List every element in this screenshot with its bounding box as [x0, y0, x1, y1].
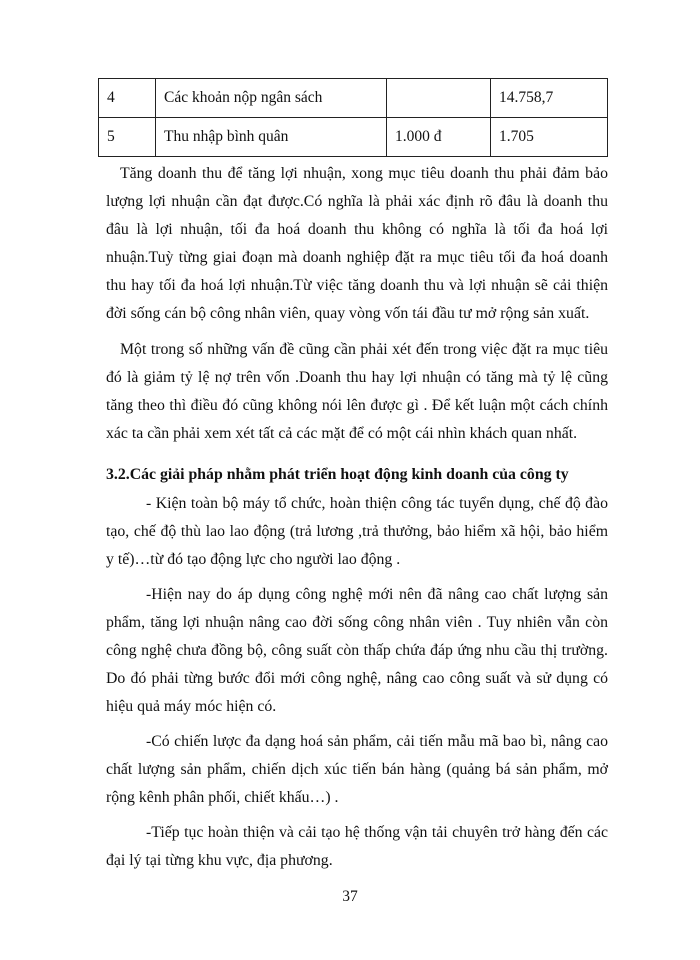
- solutions-list: [106, 490, 608, 875]
- row-number-cell: 4: [99, 79, 156, 118]
- solution-item: -Có chiến lược đa dạng hoá sản phẩm, cải tiến mẫu mã bao bì, nâng cao chất lượng sản phẩm, chiến dịch xúc tiến bán hàng (quảng bá sản phẩm, mở rộng kênh phân phối, chiết khấu…) .: [106, 733, 608, 806]
- row-number-cell: 5: [99, 118, 156, 157]
- table-row: [99, 118, 608, 157]
- solution-item: -Tiếp tục hoàn thiện và cải tạo hệ thống vận tải chuyên trở hàng đến các đại lý tại từng khu vực, địa phương.: [106, 824, 608, 869]
- solution-item: - Kiện toàn bộ máy tổ chức, hoàn thiện công tác tuyển dụng, chế độ đào tạo, chế độ thù lao lao động (trả lương ,trả thưởng, bảo hiểm xã hội, bảo hiểm y tế)…từ đó tạo động lực cho người lao động .: [106, 495, 608, 568]
- summary-table: [98, 78, 608, 157]
- paragraph-debt-ratio: Một trong số những vấn đề cũng cần phải xét đến trong việc đặt ra mục tiêu đó là giảm tỷ lệ nợ trên vốn .Doanh thu hay lợi nhuận có tăng mà tỷ lệ cũng tăng theo thì điều đó cũng không nói lên được gì . Để kết luận một cách chính xác ta cần phải xem xét tất cả các mặt để có một cái nhìn khách quan nhất.: [106, 341, 608, 442]
- row-unit-cell: [387, 79, 491, 118]
- paragraph-revenue-profit: Tăng doanh thu để tăng lợi nhuận, xong mục tiêu doanh thu phải đảm bảo lượng lợi nhuận cần đạt được.Có nghĩa là phải xác định rõ đâu là doanh thu đâu là lợi nhuận, tối đa hoá doanh thu không có nghĩa là tối đa hoá lợi nhuận.Tuỳ từng giai đoạn mà doanh nghiệp đặt ra mục tiêu tối đa hoá doanh thu hay tối đa hoá lợi nhuận.Từ việc tăng doanh thu và lợi nhuận sẽ cải thiện đời sống cán bộ công nhân viên, quay vòng vốn tái đầu tư mở rộng sản xuất.: [106, 165, 608, 322]
- row-item-cell: Các khoản nộp ngân sách: [156, 79, 387, 118]
- body-text: [106, 160, 608, 448]
- row-item-cell: Thu nhập bình quân: [156, 118, 387, 157]
- section-heading: 3.2.Các giải pháp nhằm phát triển hoạt động kinh doanh của công ty: [106, 466, 569, 483]
- row-value-cell: 14.758,7: [491, 79, 608, 118]
- row-unit-cell: 1.000 đ: [387, 118, 491, 157]
- row-value-cell: 1.705: [491, 118, 608, 157]
- table-row: [99, 79, 608, 118]
- page-number: 37: [342, 888, 358, 905]
- solution-item: -Hiện nay do áp dụng công nghệ mới nên đã nâng cao chất lượng sản phẩm, tăng lợi nhuận nâng cao đời sống công nhân viên . Tuy nhiên vẫn còn công nghệ chưa đồng bộ, công suất còn thấp chứa đáp ứng nhu cầu thị trường. Do đó phải từng bước đổi mới công nghệ, nâng cao công suất và sử dụng có hiệu quả máy móc hiện có.: [106, 586, 608, 715]
